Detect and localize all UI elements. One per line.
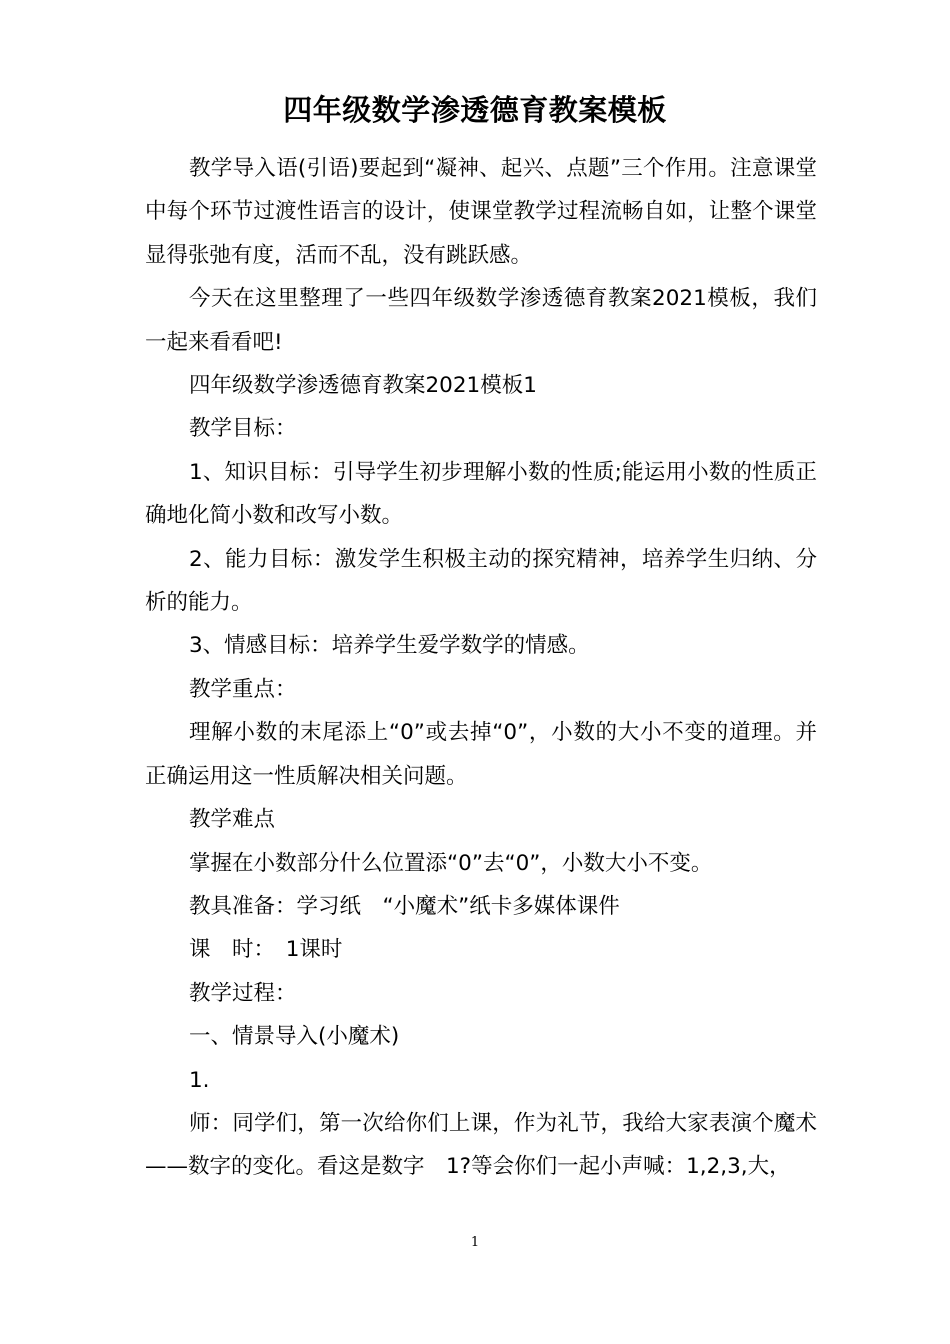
difficulty-text: 掌握在小数部分什么位置添“0”去“0”，小数大小不变。	[189, 850, 713, 876]
document-body	[145, 147, 817, 1189]
key-points-heading: 教学重点：	[189, 676, 297, 702]
paragraph-today: 今天在这里整理了一些四年级数学渗透德育教案2021模板，我们一起来看看吧!	[145, 286, 817, 355]
teaching-goals-heading: 教学目标：	[189, 416, 297, 442]
section-heading: 四年级数学渗透德育教案2021模板1	[189, 373, 537, 399]
key-points-text: 理解小数的末尾添上“0”或去掉“0”，小数的大小不变的道理。并正确运用这一性质解决相关问题。	[145, 720, 817, 789]
step-one-heading: 一、情景导入(小魔术)	[189, 1024, 400, 1050]
teacher-dialogue: 师：同学们，第一次给你们上课，作为礼节，我给大家表演个魔术——数字的变化。看这是数字 1?等会你们一起小声喊：1,2,3,大，	[145, 1110, 817, 1180]
ability-goal: 2、能力目标：激发学生积极主动的探究精神，培养学生归纳、分析的能力。	[145, 546, 817, 616]
difficulty-heading: 教学难点	[189, 807, 276, 833]
document-title: 四年级数学渗透德育教案模板	[283, 93, 667, 127]
knowledge-goal: 1、知识目标：引导学生初步理解小数的性质;能运用小数的性质正确地化简小数和改写小数。	[145, 459, 817, 529]
process-heading: 教学过程：	[189, 980, 297, 1006]
teaching-aids: 教具准备：学习纸 “小魔术”纸卡多媒体课件	[189, 893, 620, 919]
page-number: 1	[470, 1235, 480, 1250]
paragraph-intro: 教学导入语(引语)要起到“凝神、起兴、点题”三个作用。注意课堂中每个环节过渡性语言的设计，使课堂教学过程流畅自如，让整个课堂显得张弛有度，活而不乱，没有跳跃感。	[145, 156, 817, 268]
class-hours: 课 时： 1课时	[189, 937, 343, 963]
emotion-goal: 3、情感目标：培养学生爱学数学的情感。	[189, 633, 590, 659]
step-number: 1.	[189, 1067, 210, 1093]
